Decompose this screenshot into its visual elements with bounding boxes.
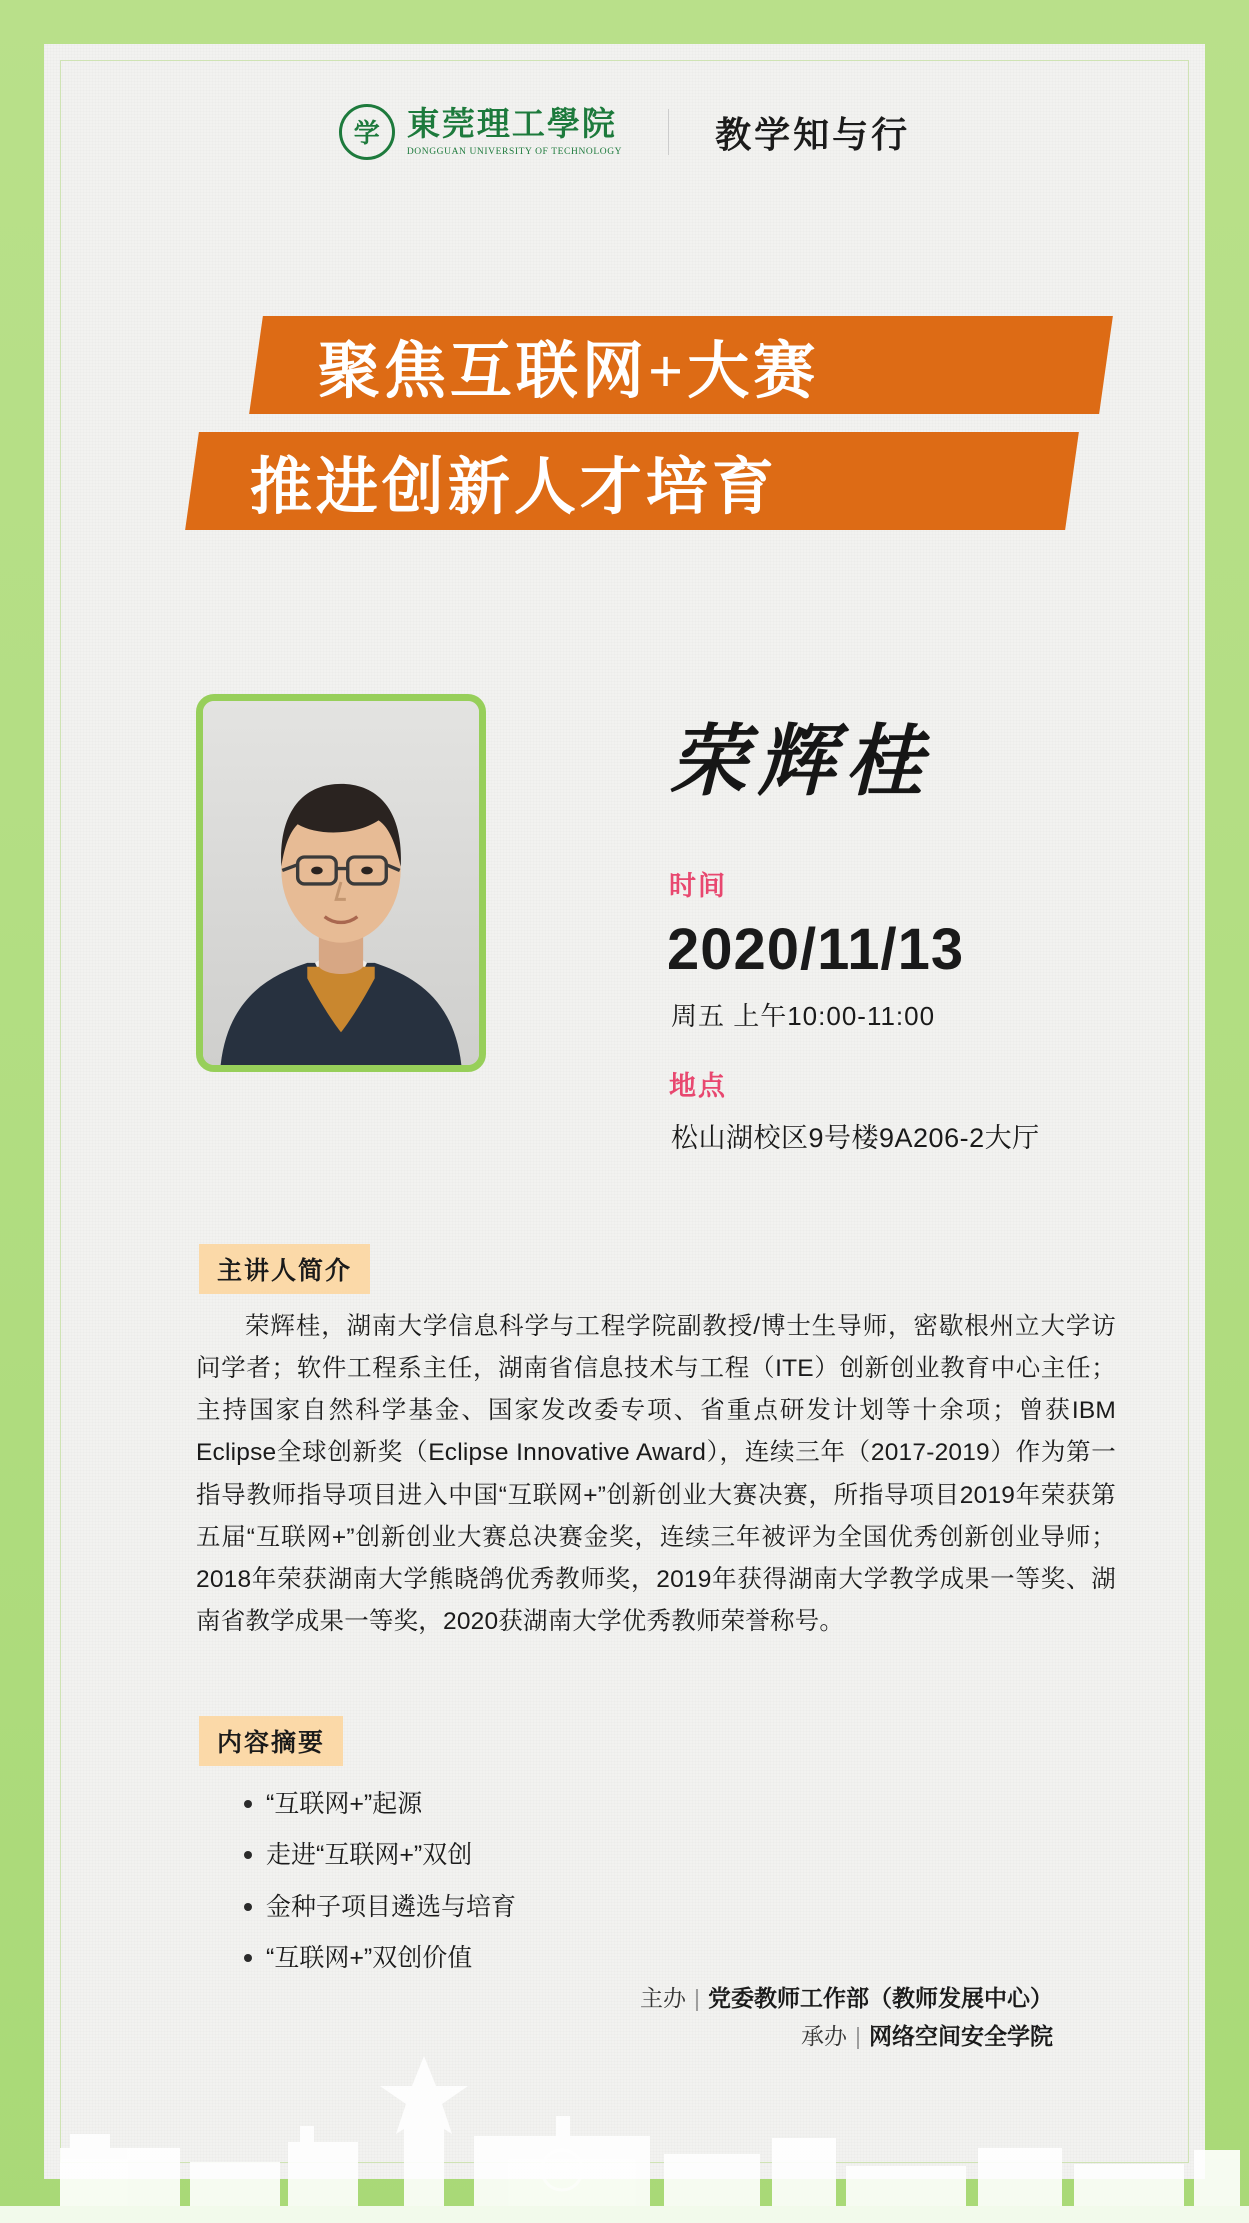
university-seal-icon — [339, 104, 395, 160]
list-item: 金种子项目遴选与培育 — [266, 1882, 516, 1933]
bio-text: 荣辉桂，湖南大学信息科学与工程学院副教授/博士生导师，密歇根州立大学访问学者；软件工程系主任，湖南省信息技术与工程（ITE）创新创业教育中心主任；主持国家自然科学基金、国家发改委专项、省重点研发计划等十余项；曾获IBM Eclipse全球创新奖（Eclipse Innovative Award），连续三年（2017-2019）作为第一指导教师指导项目进入中国“互联网+”创新创业大赛决赛，所指导项目2019年荣获第五届“互联网+”创新创业大赛总决赛金奖，连续三年被评为全国优秀创新创业导师；2018年荣获湖南大学熊晓鸽优秀教师奖，2019年获得湖南大学教学成果一等奖、湖南省教学成果一等奖，2020获湖南大学优秀教师荣誉称号。 — [196, 1313, 1116, 1635]
university-logo-text — [407, 107, 622, 157]
portrait-illustration — [203, 701, 479, 1065]
host-separator: | — [694, 1985, 700, 2011]
speaker-name: 荣辉桂 — [669, 718, 934, 805]
time-label: 时间 — [669, 871, 727, 901]
co-host-label: 承办 — [801, 2022, 848, 2049]
university-logo — [339, 104, 622, 160]
title-banner-line1 — [249, 316, 1113, 414]
title-line1-text: 聚焦互联网+大赛 — [318, 337, 820, 406]
host-value: 党委教师工作部（教师发展中心） — [708, 1985, 1053, 2011]
poster-header — [44, 104, 1205, 160]
list-item: “互联网+”双创价值 — [266, 1933, 516, 1984]
svg-text:学: 学 — [553, 2162, 571, 2182]
co-host-separator: | — [855, 2022, 861, 2049]
co-host-value: 网络空间安全学院 — [869, 2022, 1053, 2049]
host-row — [640, 1980, 1053, 2018]
header-divider — [668, 109, 669, 155]
host-label: 主办 — [640, 1985, 687, 2011]
university-name-cn: 東莞理工學院 — [406, 106, 617, 143]
poster-sheet — [44, 44, 1205, 2179]
university-name-en: DONGGUAN UNIVERSITY OF TECHNOLOGY — [406, 147, 623, 158]
seal-glyph: 学 — [353, 118, 380, 148]
event-place: 松山湖校区9号楼9A206-2大厅 — [671, 1123, 1040, 1153]
event-date-detail: 周五 上午10:00-11:00 — [671, 1001, 936, 1031]
outline-section-tag: 内容摘要 — [199, 1716, 343, 1766]
place-label: 地点 — [669, 1071, 727, 1101]
event-date: 2020/11/13 — [667, 917, 965, 982]
speaker-portrait — [196, 694, 486, 1072]
list-item: 走进“互联网+”双创 — [266, 1830, 516, 1881]
skyline-svg — [0, 2038, 1249, 2223]
poster-title — [44, 316, 1205, 530]
series-slogan: 教学知与行 — [715, 114, 911, 155]
outline-list — [242, 1779, 516, 1984]
campus-skyline-illustration — [0, 2038, 1249, 2223]
bio-section-tag: 主讲人简介 — [199, 1244, 370, 1294]
title-line2-text: 推进创新人才培育 — [250, 453, 779, 522]
title-banner-line2 — [185, 432, 1079, 530]
list-item: “互联网+”起源 — [266, 1779, 516, 1830]
